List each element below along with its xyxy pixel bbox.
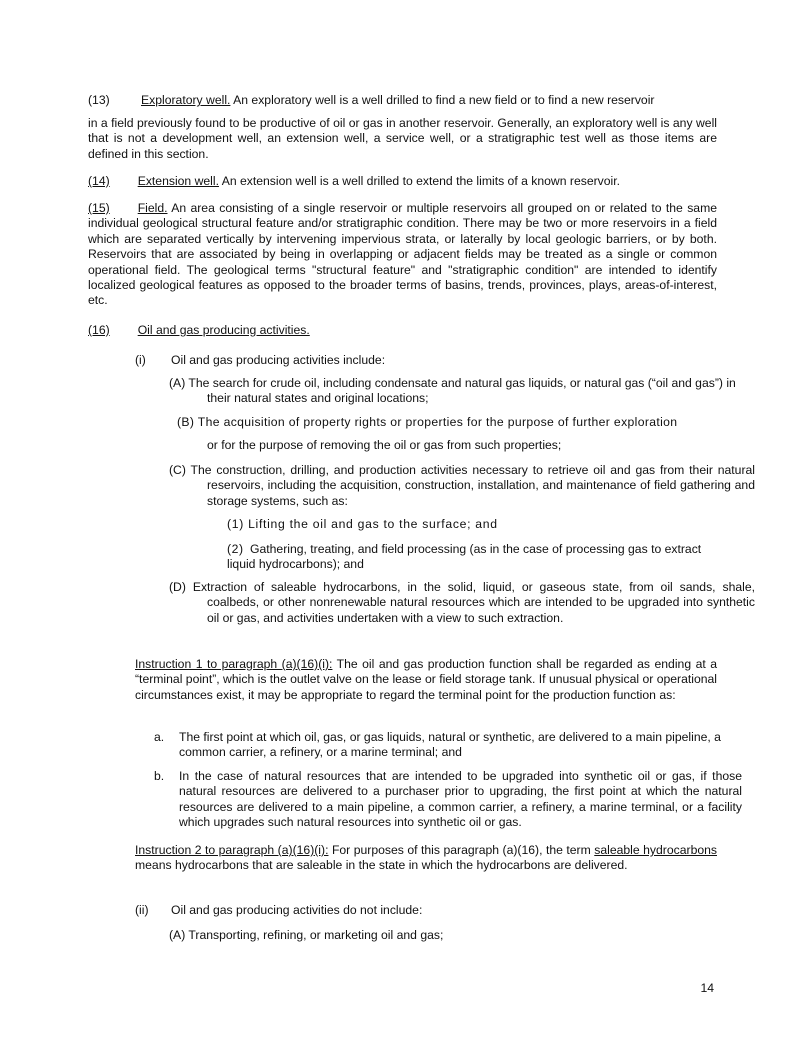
paragraph-14-title: Extension well. (137, 174, 219, 188)
paragraph-15-title: Field. (137, 201, 168, 215)
item-ii-A: (A) Transporting, refining, or marketing oil and gas; (169, 928, 444, 942)
paragraph-15-number: (15) (88, 201, 110, 215)
item-i-text: Oil and gas producing activities include: (171, 353, 386, 367)
paragraph-13 (88, 93, 717, 108)
item-i-C-2-number: (2) (227, 542, 244, 556)
paragraph-13-title: Exploratory well. (141, 93, 231, 107)
instruction-1-item-a: a. The first point at which oil, gas, or gas liquids, natural or synthetic, are delivered to a main pipeline, a common carrier, a refinery, or a marine terminal; and (154, 730, 721, 760)
paragraph-14 (88, 174, 717, 189)
item-i-B-second: or for the purpose of removing the oil or gas from such properties; (207, 438, 562, 452)
item-ii-number: (ii) (135, 903, 149, 917)
instruction-1-text: The oil and gas production function shall be regarded as ending at a “terminal point”, which is the outlet valve on the lease or field storage tank. If unusual physical or operational circumstances exist, it may be appropriate to regard the terminal point for the production function as: (135, 657, 717, 702)
item-i-C: (C) The construction, drilling, and production activities necessary to retrieve oil and gas from their natural reservoirs, including the acquisition, construction, installation, and maintenance of field gathering and storage systems, such as: (169, 463, 755, 508)
page-number: 14 (700, 981, 714, 995)
paragraph-15-text: An area consisting of a single reservoir or multiple reservoirs all grouped on or related to the same individual geological structural feature and/or stratigraphic condition. There may be two or more reservoirs in a field which are separated vertically by intervening impervious strata, or laterally by local geologic barriers, or by both. Reservoirs that are associated by being in overlapping or adjacent fields may be treated as a single or common operational field. The geological terms "structural feature" and "stratigraphic condition" are intended to identify localized geological features as opposed to the broader terms of basins, trends, provinces, plays, areas-of-interest, etc. (88, 201, 717, 308)
item-ii-text: Oil and gas producing activities do not include: (171, 903, 423, 917)
paragraph-13-body: in a field previously found to be productive of oil or gas in another reservoir. Generally, an exploratory well is any well that is not a development well, an extension well, a service well, or a stratigraphic test well as those items are defined in this section. (88, 116, 717, 161)
item-i-number: (i) (135, 353, 146, 367)
item-i-C-2: (2) Gathering, treating, and field processing (as in the case of processing gas to extract liquid hydrocarbons); and (227, 542, 702, 572)
paragraph-13-first-line: An exploratory well is a well drilled to find a new field or to find a new reservoir (230, 93, 655, 107)
paragraph-16-heading (88, 323, 717, 338)
paragraph-16-title: Oil and gas producing activities. (137, 323, 310, 337)
instruction-1-item-b: b. In the case of natural resources that are intended to be upgraded into synthetic oil or gas, if those natural resources are delivered to a purchaser prior to upgrading, the first point at which the natural resources are delivered to a main pipeline, a common carrier, a refinery, a marine terminal, or a facility which upgrades such natural resources into synthetic oil or gas. (154, 769, 742, 830)
paragraph-14-text: An extension well is a well drilled to extend the limits of a known reservoir. (218, 174, 621, 188)
paragraph-13-number: (13) (88, 93, 110, 107)
item-ii (135, 903, 717, 918)
paragraph-15 (88, 201, 717, 309)
item-i-C-1: (1) Lifting the oil and gas to the surface; and (227, 517, 498, 531)
instruction-2: Instruction 2 to paragraph (a)(16)(i): For purposes of this paragraph (a)(16), the term saleable hydrocarbons means hydrocarbons that are saleable in the state in which the hydrocarbons are delivered. (135, 843, 717, 873)
instruction-2-label: Instruction 2 to paragraph (a)(16)(i): (135, 843, 329, 857)
instruction-1-label: Instruction 1 to paragraph (a)(16)(i): (135, 657, 333, 671)
item-i-D: (D) Extraction of saleable hydrocarbons, in the solid, liquid, or gaseous state, from oil sands, shale, coalbeds, or other nonrenewable natural resources which are intended to be upgraded into synthetic oil or gas, and activities undertaken with a view to such extraction. (169, 580, 755, 625)
instruction-1 (135, 657, 717, 703)
saleable-hydrocarbons-term: saleable hydrocarbons (594, 843, 717, 857)
item-i (135, 353, 717, 368)
item-i-A: (A) The search for crude oil, including condensate and natural gas liquids, or natural gas (“oil and gas”) in their natural states and original locations; (169, 376, 736, 406)
paragraph-16-number: (16) (88, 323, 110, 337)
paragraph-14-number: (14) (88, 174, 110, 188)
item-i-B-first: (B) The acquisition of property rights or properties for the purpose of further exploration (177, 415, 678, 429)
